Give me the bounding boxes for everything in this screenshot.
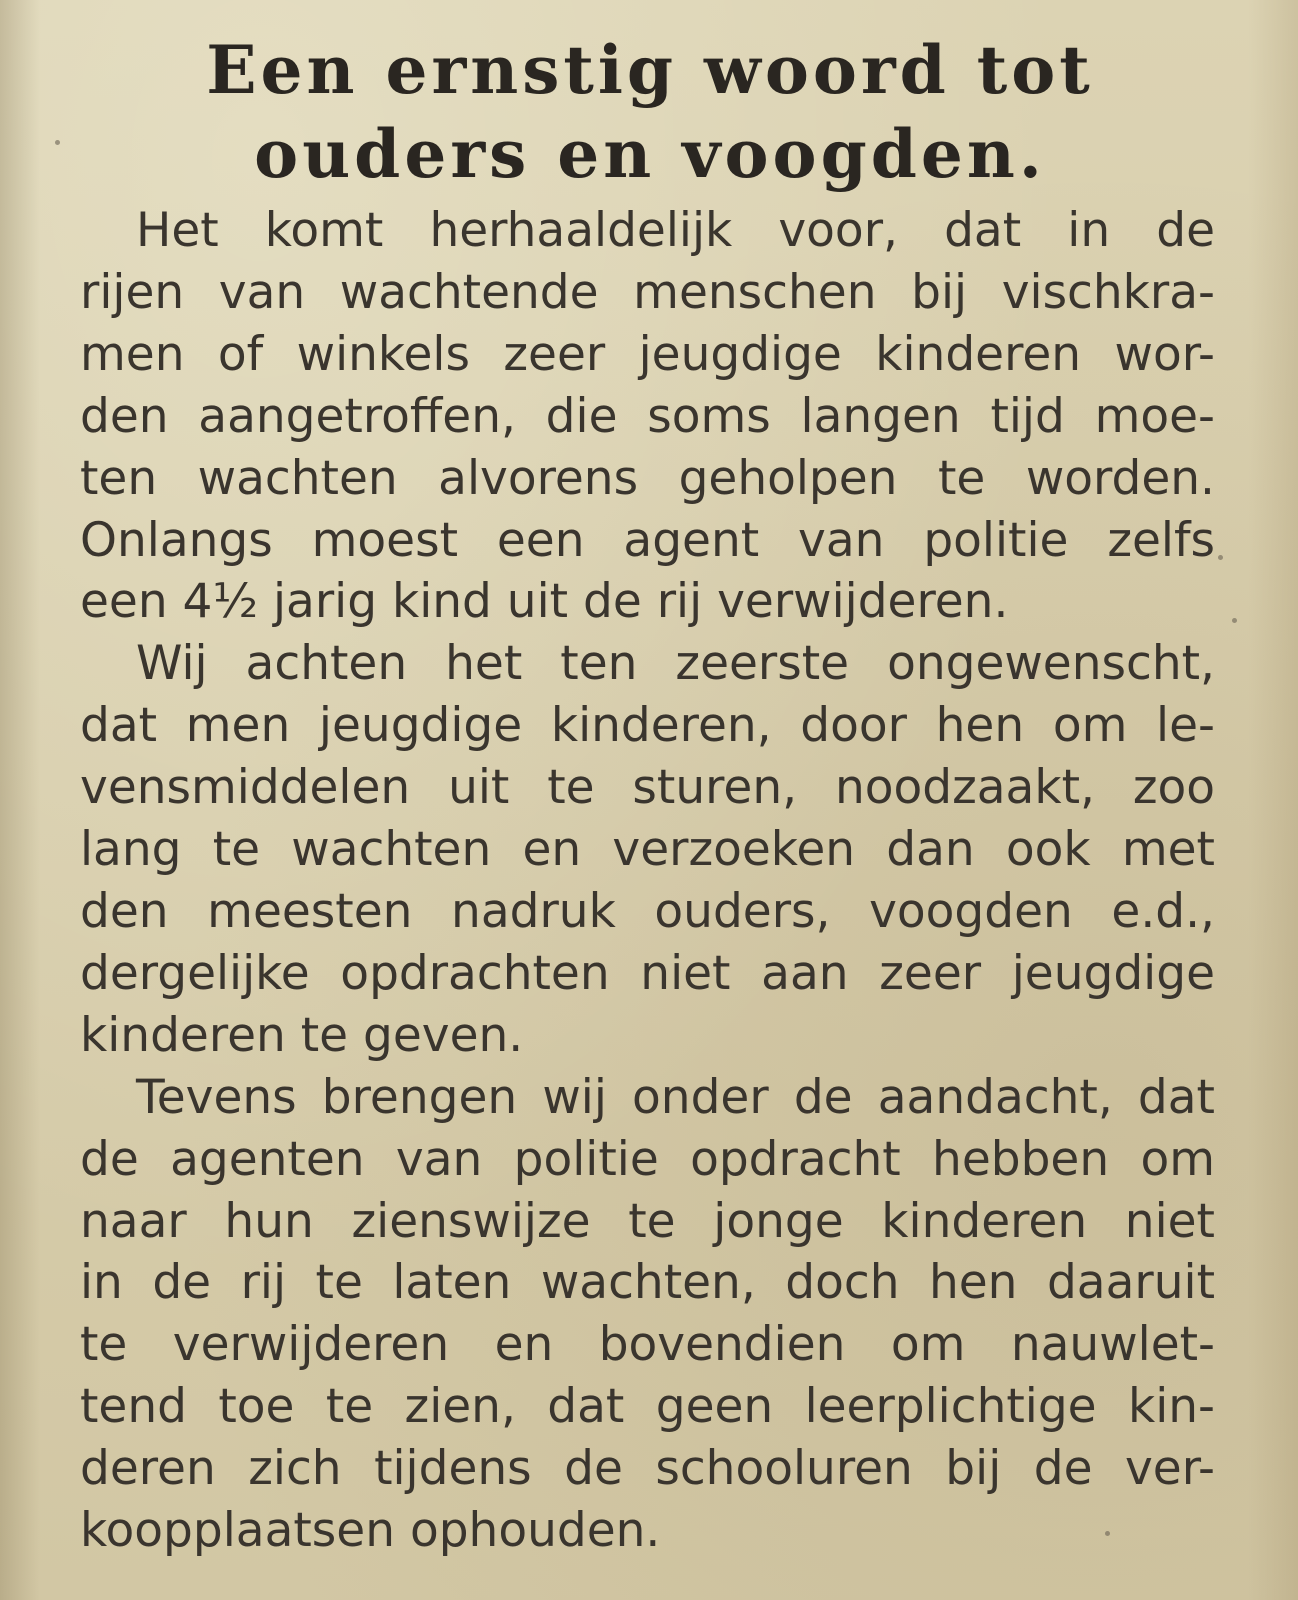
text-line: dergelijke opdrachten niet aan zeer jeugdige [80, 945, 1215, 1001]
text-line: den meesten nadruk ouders, voogden e.d., [80, 883, 1215, 939]
headline-line: Een ernstig woord tot [206, 31, 1094, 109]
text-line: Wij achten het ten zeerste ongewenscht, [136, 636, 1215, 692]
headline-line: ouders en voogden. [254, 115, 1046, 193]
article-headline [80, 28, 1220, 196]
paper-speck [1218, 555, 1223, 560]
article-body [80, 200, 1215, 1562]
text-line: een 4½ jarig kind uit de rij verwijderen. [80, 574, 1009, 630]
text-line: ten wachten alvorens geholpen te worden. [80, 450, 1215, 506]
paper-speck [55, 140, 60, 145]
text-line: men of winkels zeer jeugdige kinderen wor- [80, 326, 1215, 382]
text-line: den aangetroffen, die soms langen tijd moe- [80, 388, 1215, 444]
text-line: deren zich tijdens de schooluren bij de ver- [80, 1441, 1215, 1497]
text-line: te verwijderen en bovendien om nauwlet- [80, 1317, 1215, 1373]
paper-speck [1232, 618, 1237, 623]
text-line: naar hun zienswijze te jonge kinderen niet [80, 1193, 1215, 1249]
paper-speck [1105, 1531, 1110, 1536]
paper-edge-shadow [1248, 0, 1298, 1600]
text-line: Het komt herhaaldelijk voor, dat in de [136, 203, 1215, 258]
text-line: lang te wachten en verzoeken dan ook met [80, 822, 1215, 878]
paragraph-2 [80, 633, 1215, 1066]
text-line: kinderen te geven. [80, 1007, 524, 1063]
paragraph-3 [80, 1067, 1215, 1562]
text-line: Onlangs moest een agent van politie zelfs [80, 512, 1215, 568]
text-line: de agenten van politie opdracht hebben om [80, 1131, 1215, 1187]
text-line: Tevens brengen wij onder de aandacht, dat [136, 1069, 1215, 1125]
text-line: in de rij te laten wachten, doch hen daaruit [80, 1255, 1215, 1311]
text-line: tend toe te zien, dat geen leerplichtige kin- [80, 1379, 1215, 1435]
text-line: rijen van wachtende menschen bij vischkra- [80, 264, 1215, 320]
text-line: vensmiddelen uit te sturen, noodzaakt, zoo [80, 760, 1215, 816]
text-line: koopplaatsen ophouden. [80, 1503, 661, 1559]
paper-fold-shadow [0, 0, 40, 1600]
text-line: dat men jeugdige kinderen, door hen om le- [80, 698, 1215, 754]
paragraph-1 [80, 200, 1215, 633]
